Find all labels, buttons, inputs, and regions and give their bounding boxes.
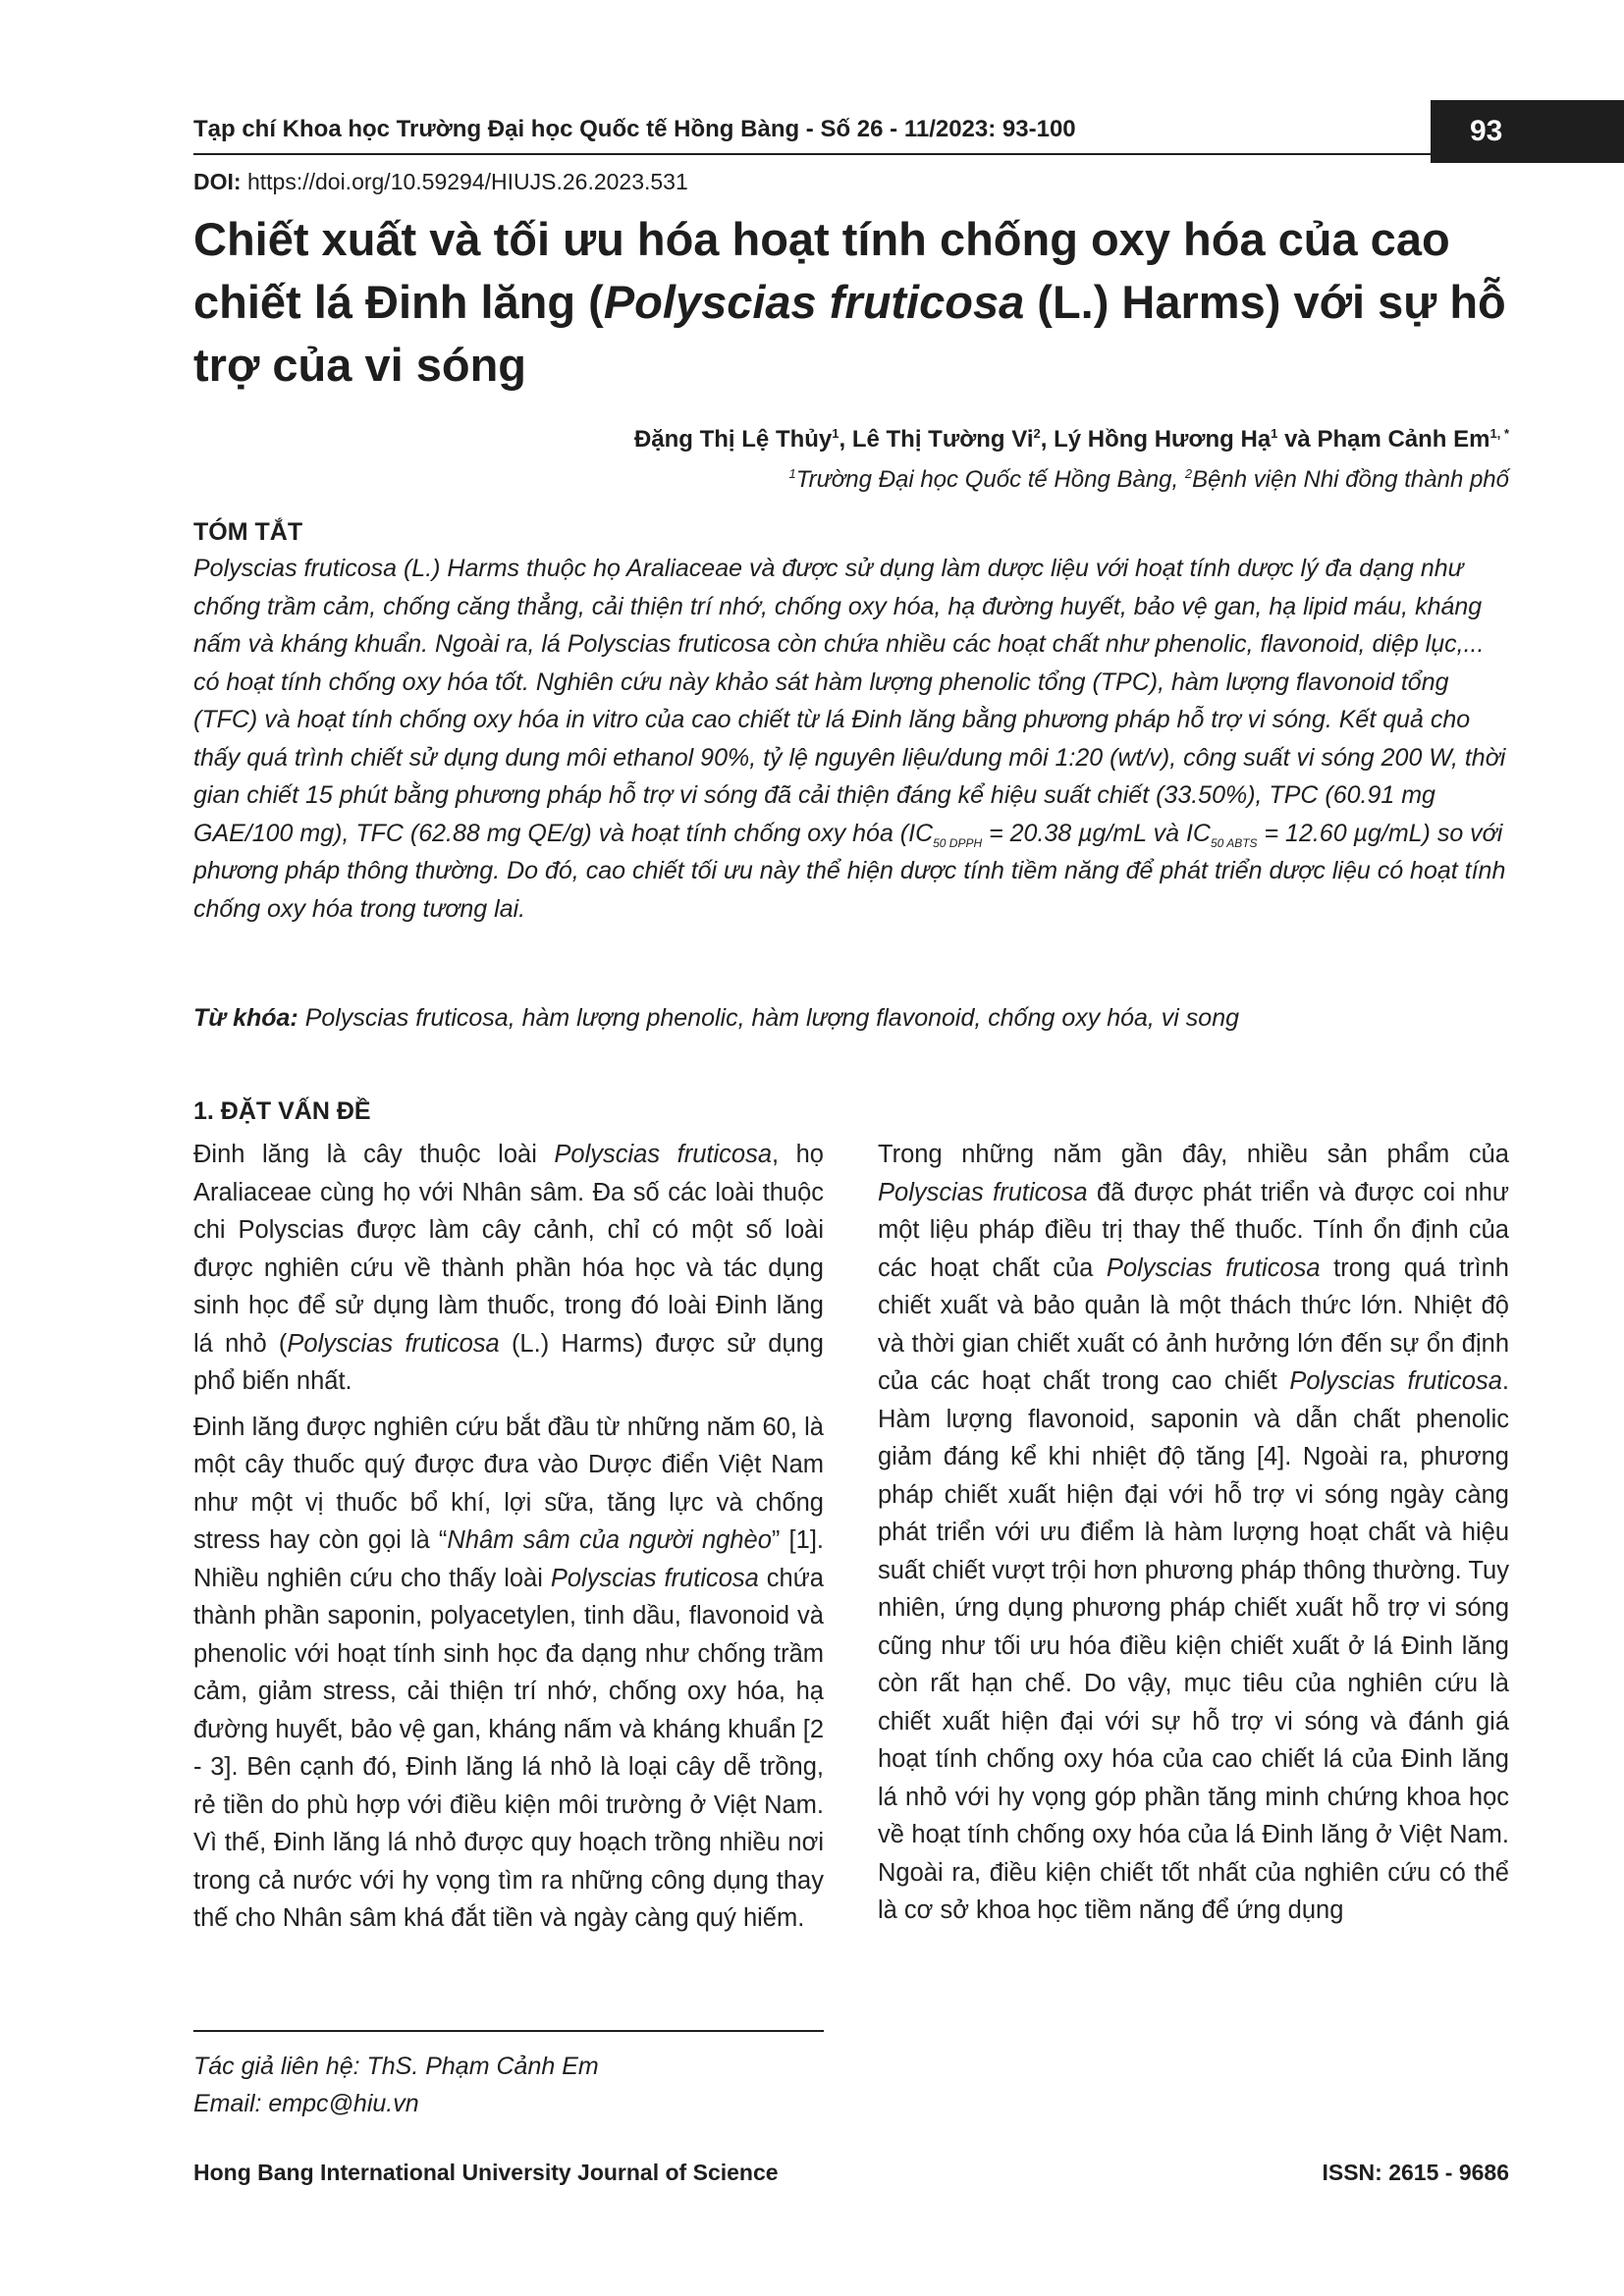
section-heading: 1. ĐẶT VẤN ĐỀ: [193, 1097, 371, 1125]
footer-issn: ISSN: 2615 - 9686: [1322, 2160, 1509, 2185]
email-line: Email: empc@hiu.vn: [193, 2090, 419, 2117]
left-column: [193, 1136, 824, 1946]
affiliations: $^1$Trường Đại học Quốc tế Hồng Bàng, $^2$Bệnh viện Nhi đồng thành phố: [788, 466, 1509, 493]
paragraph: Trong những năm gần đây, nhiều sản phẩm của Polyscias fruticosa đã được phát triển và được coi như một liệu pháp điều trị thay thế thuốc. Tính ổn định của các hoạt chất của Polyscias fruticosa trong quá trình chiết xuất và bảo quản là một thách thức lớn. Nhiệt độ và thời gian chiết xuất có ảnh hưởng lớn đến sự ổn định của các hoạt chất trong cao chiết Polyscias fruticosa. Hàm lượng flavonoid, saponin và dẫn chất phenolic giảm đáng kể khi nhiệt độ tăng [4]. Ngoài ra, phương pháp chiết xuất hiện đại với hỗ trợ vi sóng ngày càng phát triển với ưu điểm là hàm lượng hoạt chất và hiệu suất chiết vượt trội hơn phương pháp thông thường. Tuy nhiên, ứng dụng phương pháp chiết xuất hỗ trợ vi sóng cũng như tối ưu hóa điều kiện chiết xuất ở lá Đinh lăng còn rất hạn chế. Do vậy, mục tiêu của nghiên cứu là chiết xuất hiện đại với sự hỗ trợ vi sóng và đánh giá hoạt tính chống oxy hóa của cao chiết lá của Đinh lăng lá nhỏ với hy vọng góp phần tăng minh chứng khoa học về hoạt tính chống oxy hóa của lá Đinh lăng ở Việt Nam. Ngoài ra, điều kiện chiết tốt nhất của nghiên cứu có thể là cơ sở khoa học tiềm năng để ứng dụng: [878, 1141, 1509, 1924]
header-divider: [193, 153, 1488, 155]
keywords-label: Từ khóa:: [193, 1004, 298, 1032]
doi-label: DOI:: [193, 169, 242, 194]
corresponding-author: [193, 2048, 599, 2122]
abstract-text: Polyscias fruticosa (L.) Harms thuộc họ Araliaceae và được sử dụng làm dược liệu với hoạt tính dược lý đa dạng như chống trầm cảm, chống căng thẳng, cải thiện trí nhớ, chống oxy hóa, hạ đường huyết, bảo vệ gan, hạ lipid máu, kháng nấm và kháng khuẩn. Ngoài ra, lá Polyscias fruticosa còn chứa nhiều các hoạt chất như phenolic, flavonoid, diệp lục,... có hoạt tính chống oxy hóa tốt. Nghiên cứu này khảo sát hàm lượng phenolic tổng (TPC), hàm lượng flavonoid tổng (TFC) và hoạt tính chống oxy hóa in vitro của cao chiết từ lá Đinh lăng bằng phương pháp hỗ trợ vi sóng. Kết quả cho thấy quá trình chiết sử dụng dung môi ethanol 90%, tỷ lệ nguyên liệu/dung môi 1:20 (wt/v), công suất vi sóng 200 W, thời gian chiết 15 phút bằng phương pháp hỗ trợ vi sóng đã cải thiện đáng kể hiệu suất chiết (33.50%), TPC (60.91 mg GAE/100 mg), TFC (62.88 mg QE/g) và hoạt tính chống oxy hóa ($IC_{50 DPPH} = 20.38$ µg/mL và $IC_{50 ABTS} = 12.60$ µg/mL) so với phương pháp thông thường. Do đó, cao chiết tối ưu này thể hiện dược tính tiềm năng để phát triển dược liệu có hoạt tính chống oxy hóa trong tương lai.: [193, 555, 1506, 923]
title-species: Polyscias fruticosa: [603, 276, 1025, 328]
author-list: Đặng Thị Lệ Thủy$^1$, Lê Thị Tường Vi$^2$, Lý Hồng Hương Hạ$^1$ và Phạm Cảnh $Em^{1, *}$: [633, 426, 1509, 453]
footer-journal: Hong Bang International University Journal of Science: [193, 2160, 779, 2185]
page-number: 93: [1431, 100, 1624, 163]
journal-header: Tạp chí Khoa học Trường Đại học Quốc tế Hồng Bàng - Số 26 - 11/2023: 93-100: [193, 116, 1076, 142]
paragraph: Đinh lăng là cây thuộc loài Polyscias fruticosa, họ Araliaceae cùng họ với Nhân sâm. Đa số các loài thuộc chi Polyscias được làm cây cảnh, chỉ có một số loài được nghiên cứu về thành phần hóa học và tác dụng sinh học để sử dụng làm thuốc, trong đó loài Đinh lăng lá nhỏ (Polyscias fruticosa (L.) Harms) được sử dụng phổ biến nhất.: [193, 1141, 824, 1395]
right-column: [878, 1136, 1509, 1938]
abstract-heading: TÓM TẮT: [193, 518, 303, 546]
contact-line: Tác giả liên hệ: ThS. Phạm Cảnh Em: [193, 2053, 599, 2080]
keywords: Từ khóa: Polyscias fruticosa, hàm lượng phenolic, hàm lượng flavonoid, chống oxy hóa, vi song: [193, 1004, 1240, 1032]
doi-line: [193, 169, 688, 195]
paper-title: Chiết xuất và tối ưu hóa hoạt tính chống oxy hóa của cao chiết lá Đinh lăng (Polyscias fruticosa (L.) Harms) với sự hỗ trợ của vi sóng: [193, 213, 1506, 391]
footnote-divider: [193, 2030, 824, 2032]
doi-link[interactable]: https://doi.org/10.59294/HIUJS.26.2023.531: [246, 169, 688, 194]
paragraph: Đinh lăng được nghiên cứu bắt đầu từ những năm 60, là một cây thuốc quý được đưa vào Dược điển Việt Nam như một vị thuốc bổ khí, lợi sữa, tăng lực và chống stress hay còn gọi là “Nhâm sâm của người nghèo” [1]. Nhiều nghiên cứu cho thấy loài Polyscias fruticosa chứa thành phần saponin, polyacetylen, tinh dầu, flavonoid và phenolic với hoạt tính sinh học đa dạng như chống trầm cảm, giảm stress, cải thiện trí nhớ, chống oxy hóa, hạ đường huyết, bảo vệ gan, kháng nấm và kháng khuẩn [2 - 3]. Bên cạnh đó, Đinh lăng lá nhỏ là loại cây dễ trồng, rẻ tiền do phù hợp với điều kiện môi trường ở Việt Nam. Vì thế, Đinh lăng lá nhỏ được quy hoạch trồng nhiều nơi trong cả nước với hy vọng tìm ra những công dụng thay thế cho Nhân sâm khá đắt tiền và ngày càng quý hiếm.: [193, 1413, 824, 1932]
